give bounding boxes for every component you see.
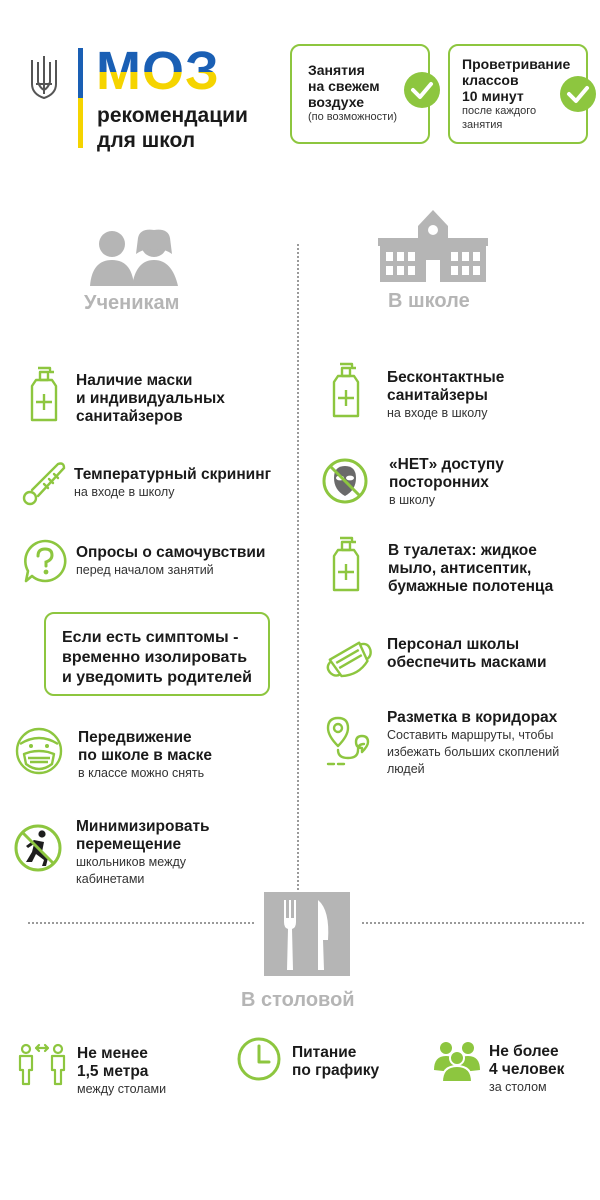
- school-item-no-strangers: «НЕТ» доступу посторонних в школу: [389, 456, 504, 507]
- canteen-item-people: Не более 4 человек за столом: [489, 1043, 565, 1094]
- student-item-movement: Передвижение по школе в маске в классе можно снять: [78, 729, 212, 780]
- student-item-temperature: Температурный скрининг на входе в школу: [74, 466, 272, 499]
- student-item-survey: Опросы о самочувствии перед началом занятий: [76, 544, 266, 577]
- page-title: МОЗ: [96, 41, 220, 101]
- flag-bar: [78, 48, 83, 148]
- clock-icon: [236, 1036, 282, 1082]
- page-subtitle: рекомендации для школ: [97, 104, 248, 152]
- sanitizer-icon: [24, 366, 64, 422]
- question-icon: [22, 538, 68, 584]
- school-building-icon: [376, 206, 490, 284]
- check-icon: [404, 72, 440, 108]
- face-mask-icon: [12, 724, 66, 778]
- route-marker-icon: [324, 716, 376, 770]
- distance-icon: [14, 1040, 70, 1086]
- symptoms-box: Если есть симптомы - временно изолировать и уведомить родителей: [44, 612, 270, 696]
- school-item-toilets: В туалетах: жидкое мыло, антисептик, бумажные полотенца: [388, 542, 554, 595]
- group-people-icon: [432, 1034, 482, 1084]
- canteen-heading: В столовой: [241, 989, 355, 1011]
- coat-of-arms-icon: [28, 54, 60, 102]
- school-item-corridors: Разметка в коридорах Составить маршруты, чтобы избежать больших скоплений людей: [387, 709, 560, 776]
- canteen-item-distance: Не менее 1,5 метра между столами: [77, 1045, 167, 1096]
- school-item-staff-masks: Персонал школы обеспечить масками: [387, 636, 547, 671]
- student-item-mask: Наличие маски и индивидуальных санитайзеров: [76, 372, 225, 425]
- thermometer-icon: [20, 460, 68, 506]
- canteen-divider-right: [362, 922, 584, 924]
- fork-knife-icon: [262, 890, 352, 978]
- canteen-divider-left: [28, 922, 254, 924]
- no-strangers-icon: [320, 456, 370, 506]
- school-heading: В школе: [388, 290, 470, 312]
- no-running-icon: [12, 822, 64, 874]
- column-divider: [297, 244, 299, 894]
- canteen-item-schedule: Питание по графику: [292, 1044, 380, 1079]
- school-item-sanitizers: Бесконтактные санитайзеры на входе в школу: [387, 369, 505, 420]
- sanitizer-icon: [326, 362, 366, 418]
- medical-mask-icon: [322, 632, 376, 686]
- student-item-minimize: Минимизировать перемещение школьников между кабинетами: [76, 818, 210, 886]
- students-icon: [84, 228, 184, 288]
- ventilation-box: Проветривание классов 10 минут после каждого занятия: [448, 44, 588, 144]
- soap-dispenser-icon: [326, 536, 366, 592]
- check-icon: [560, 76, 596, 112]
- fresh-air-box: Занятия на свежем воздухе (по возможности): [290, 44, 430, 144]
- students-heading: Ученикам: [84, 292, 180, 314]
